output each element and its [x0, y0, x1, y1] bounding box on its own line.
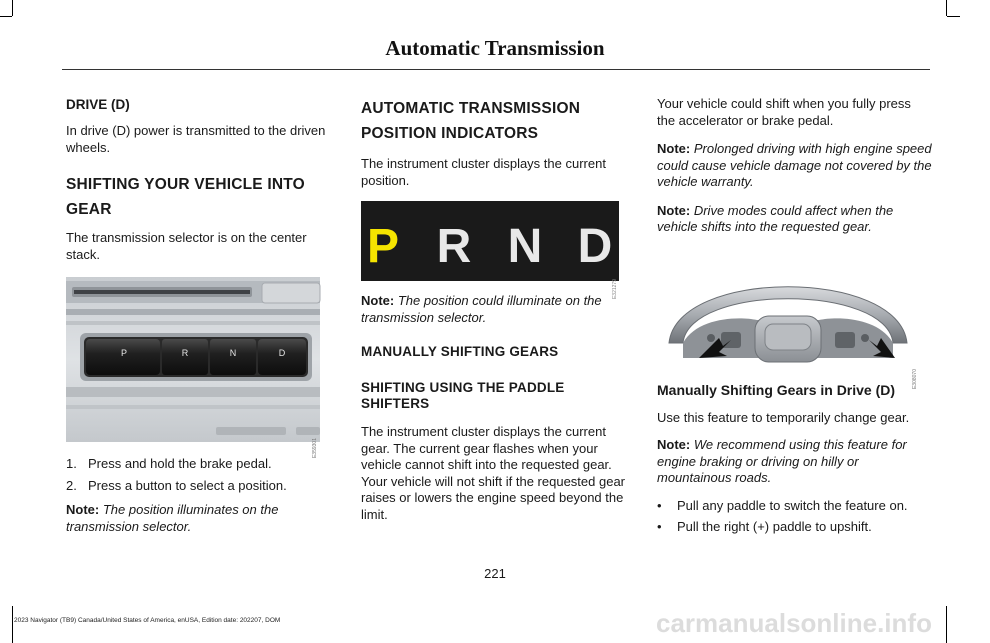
paddle-heading-line2: SHIFTERS	[361, 396, 430, 411]
crop-mark	[12, 606, 13, 643]
indicator-figure	[361, 201, 619, 300]
figure-code: E321279	[612, 279, 618, 300]
drive-text: In drive (D) power is transmitted to the driven wheels.	[66, 123, 326, 155]
note: Note: Drive modes could affect when the vehicle shifts into the requested gear.	[657, 202, 894, 234]
drive-manual-text: Use this feature to temporarily change gear.	[657, 409, 910, 425]
cluster-text: The instrument cluster displays the current position.	[361, 156, 606, 188]
figure-code: E308070	[912, 368, 918, 389]
list-item: 1. Press and hold the brake pedal.	[66, 456, 272, 471]
selector-button-n: N	[229, 348, 237, 358]
bullet-list	[657, 498, 932, 536]
footer-text: 2023 Navigator (TB9) Canada/United States of America, enUSA, Edition date: 202207, DOM	[14, 617, 281, 624]
list-item: • Pull the right (+) paddle to upshift.	[657, 519, 872, 534]
crop-mark	[946, 606, 947, 643]
shifting-heading-line1: SHIFTING YOUR VEHICLE INTO	[66, 176, 305, 193]
paddle-text: The instrument cluster displays the current gear. The current gear flashes when your vehicle cannot shift into the requested gear. Your vehicle will not shift if the requested gear raises or lowers the engine speed beyond the limit.	[361, 424, 626, 522]
steps-list	[66, 456, 334, 494]
selector-button-p: P	[120, 348, 128, 358]
steering-wheel-figure	[657, 248, 919, 389]
indicators-heading	[361, 96, 633, 146]
watermark: carmanualsonline.info	[656, 608, 932, 638]
page-number: 221	[484, 566, 506, 581]
indicator-letter-p: P	[366, 220, 400, 273]
list-item: • Pull any paddle to switch the feature on.	[657, 497, 908, 513]
column-right	[657, 96, 932, 541]
selector-button-d: D	[278, 348, 286, 358]
column-left	[66, 96, 334, 545]
crop-mark	[0, 16, 12, 17]
indicators-heading-line1: AUTOMATIC TRANSMISSION	[361, 100, 581, 117]
selector-text: The transmission selector is on the center stack.	[66, 230, 307, 262]
selector-figure-image	[66, 277, 320, 459]
indicator-letter-r: R	[436, 220, 472, 273]
paddle-heading	[361, 380, 633, 412]
shift-text: Your vehicle could shift when you fully press the accelerator or brake pedal.	[657, 96, 911, 128]
indicator-display	[361, 201, 619, 300]
steering-wheel-image	[657, 248, 919, 389]
list-item: 2. Press a button to select a position.	[66, 477, 287, 493]
indicator-letter-d: D	[577, 220, 613, 273]
selector-figure	[66, 277, 320, 459]
header-divider	[62, 69, 930, 70]
note: Note: The position could illuminate on the transmission selector.	[361, 293, 602, 325]
crop-mark	[12, 0, 13, 16]
manual-heading: MANUALLY SHIFTING GEARS	[361, 344, 559, 359]
indicators-heading-line2: POSITION INDICATORS	[361, 125, 539, 142]
note: Note: Prolonged driving with high engine speed could cause vehicle damage not covered by the vehicle warranty.	[657, 141, 932, 189]
drive-manual-heading: Manually Shifting Gears in Drive (D)	[657, 381, 896, 398]
shifting-heading	[66, 172, 334, 222]
crop-mark	[947, 16, 960, 17]
paddle-heading-line1: SHIFTING USING THE PADDLE	[361, 380, 565, 395]
drive-heading: DRIVE (D)	[66, 97, 130, 112]
indicator-letter-n: N	[507, 220, 543, 273]
note: Note: The position illuminates on the transmission selector.	[66, 502, 279, 534]
crop-mark	[946, 0, 947, 16]
selector-button-r: R	[181, 348, 189, 358]
page-title: Automatic Transmission	[385, 36, 605, 60]
figure-code: E359301	[312, 438, 318, 459]
note: Note: We recommend using this feature for engine braking or driving on hilly or mountainous roads.	[657, 437, 907, 485]
column-middle	[361, 96, 633, 533]
shifting-heading-line2: GEAR	[66, 201, 112, 218]
